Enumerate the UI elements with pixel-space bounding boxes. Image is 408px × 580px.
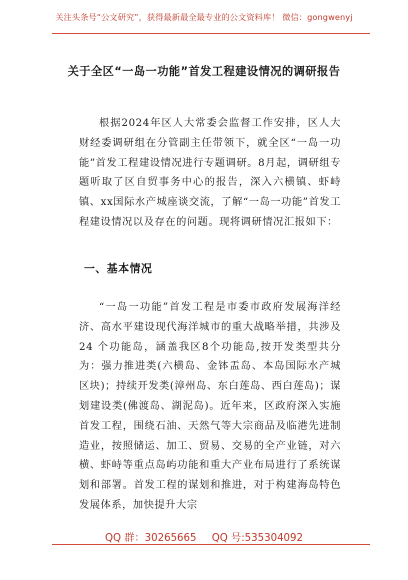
footer [0, 529, 408, 544]
paragraph-intro: 根据2024年区人大常委会监督工作安排，区人大财经委调研组在分管副主任带领下，就全区“一岛一功能”首发工程建设情况进行专题调研。8月起，调研组专题听取了区自贸事务中心的报告，深入六横镇、虾峙镇、xx国际水产城座谈交流，了解“一岛一功能”首发工程建设情况以及存在的问题。现将调研情况汇报如下： [79, 118, 341, 228]
top-banner [0, 0, 408, 40]
section-heading: 一、基本情况 [84, 262, 153, 275]
footer-divider [52, 544, 370, 545]
banner-text: 关注头条号“公文研究”，获得最新最全最专业的公文资料库！ 微信：gongwenyj [55, 12, 353, 22]
footer-qq-group: QQ 群：30265665 [105, 533, 197, 544]
document-title: 关于全区“一岛一功能”首发工程建设情况的调研报告 [67, 65, 341, 78]
header-divider [52, 33, 370, 34]
footer-qq-number: QQ 号:535304092 [211, 533, 303, 544]
paragraph-basic-situation: “一岛一功能”首发工程是市委市政府发展海洋经济、高水平建设现代海洋城市的重大战略举措，共涉及 24 个功能岛，涵盖我区8个功能岛,按开发类型共分为：强力推进类(六横岛、金钵盂岛、本岛国际水产城区块)；持续开发类(漳州岛、东白莲岛、西白莲岛)；谋划建设类(佛渡岛、湖泥岛)。近年来，区政府深入实施首发工程，围绕石油、天然气等大宗商品及临港先进制造业，按照储运、加工、贸易、交易的全产业链，对六横、虾峙等重点岛屿功能和重大产业布局进行了系统谋划和部署。首发工程的谋划和推进，对于构建海岛特色发展体系，加快提升大宗 [79, 302, 341, 511]
